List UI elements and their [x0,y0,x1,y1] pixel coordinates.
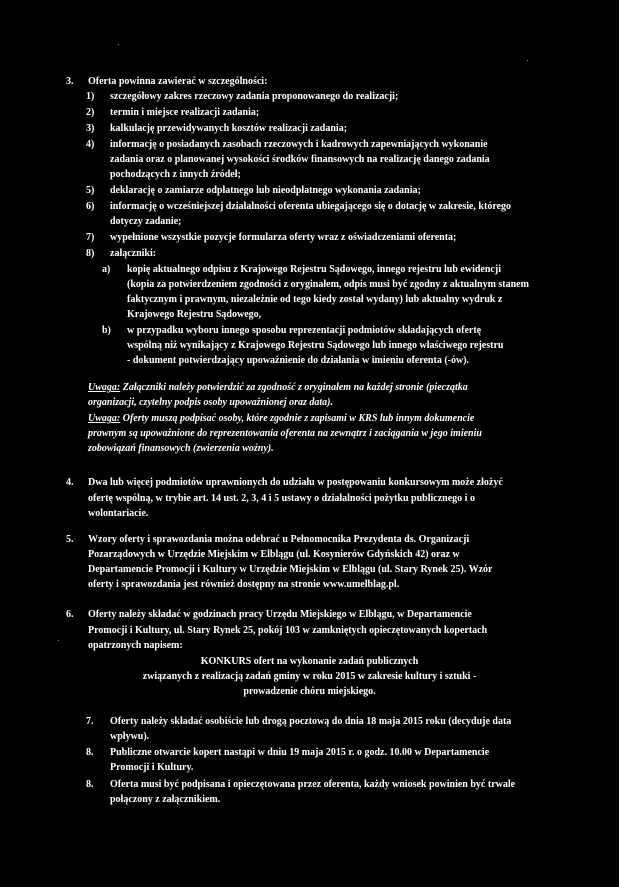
section-4-line-1: Dwa lub więcej podmiotów uprawnionych do udziału w postępowaniu konkursowym może złożyć [88,477,503,488]
sub-a-letter: a) [102,264,111,275]
item-7-text: wypełnione wszystkie pozycje formularza oferty wraz z oświadczeniami oferenta; [110,232,457,243]
item-3-number: 3) [86,123,95,134]
item-1-text: szczegółowy zakres rzeczowy zadania proponowanego do realizacji; [110,91,399,102]
item-3-text: kalkulację przewidywanych kosztów realizacji zadania; [110,123,348,134]
item-1-number: 1) [86,91,95,102]
item-4-line-3: pochodzących z innych źródeł; [110,169,241,180]
item-4-line-1: informację o posiadanych zasobach rzeczowych i kadrowych zapewniających wykonanie [110,139,488,150]
section-5-number: 5. [66,534,74,545]
item-4-line-2: zadania oraz o planowanej wysokości środków finansowych na realizację danego zadania [110,154,490,165]
note-2-line-1 [88,413,474,425]
note-1-label: Uwaga: [88,382,121,393]
sub-b-line-3: - dokument potwierdzający upoważnienie do działania w imieniu oferenta (-ów). [127,355,470,366]
section-5-line-2: Pozarządowych w Urzędzie Miejskim w Elblągu (ul. Kosynierów Gdyńskich 42) oraz w [88,549,460,560]
section-9-number: 8. [86,779,94,790]
section-6-line-2: Promocji i Kultury, ul. Stary Rynek 25, pokój 103 w zamkniętych opieczętowanych kopertach [88,625,488,636]
sub-a-line-2: (kopia za potwierdzeniem zgodności z oryginałem, odpis musi być zgodny z aktualnym stanem [127,279,529,290]
note-1-text: Załączniki należy potwierdzić za zgodność z oryginałem na każdej stronie (pieczątka [120,382,468,393]
note-2-text: Oferty muszą podpisać osoby, które zgodnie z zapisami w KRS lub innym dokumencie [120,413,475,424]
section-4-number: 4. [66,477,74,488]
envelope-label-line-2: związanych z realizacją zadań gminy w roku 2015 w zakresie kultury i sztuki - [142,671,477,682]
sub-a-line-1: kopię aktualnego odpisu z Krajowego Rejestru Sądowego, innego rejestru lub ewidencji [127,264,501,275]
section-4-line-2: ofertę wspólną, w trybie art. 14 ust. 2, 3, 4 i 5 ustawy o działalności pożytku publicznego i o [88,493,475,504]
section-5-line-3: Departamencie Promocji i Kultury w Urzędzie Miejskim w Elblągu (ul. Stary Rynek 25). Wzór [88,564,493,575]
section-4-line-3: wolontariacie. [88,508,149,519]
section-3-number: 3. [66,76,74,87]
sub-b-line-2: wspólną niż wynikający z Krajowego Rejestru Sądowego lub innego właściwego rejestru [127,340,504,351]
scan-speck [58,640,59,641]
item-4-number: 4) [86,139,95,150]
section-5-line-1: Wzory oferty i sprawozdania można odebrać u Pełnomocnika Prezydenta ds. Organizacji [88,534,470,545]
section-3-title: Oferta powinna zawierać w szczególności: [88,76,268,87]
note-2-line-2: prawnym są upoważnione do reprezentowania oferenta na zewnątrz i zaciągania w jego imieniu [88,428,482,439]
section-7-line-1: Oferty należy składać osobiście lub drogą pocztową do dnia 18 maja 2015 roku (decyduje data [110,716,512,727]
sub-b-letter: b) [102,325,111,336]
section-5-line-4: oferty i sprawozdania jest również dostępny na stronie www.umelblag.pl. [88,579,400,590]
section-8-line-1: Publiczne otwarcie kopert nastąpi w dniu 19 maja 2015 r. o godz. 10.00 w Departamencie [110,747,490,758]
envelope-label-line-1: KONKURS ofert na wykonanie zadań publicznych [200,656,419,667]
section-8-number: 8. [86,747,94,758]
section-7-number: 7. [86,716,94,727]
item-5-number: 5) [86,185,95,196]
item-7-number: 7) [86,232,95,243]
section-9-line-2: połączony z załącznikiem. [110,794,221,805]
item-2-number: 2) [86,107,95,118]
item-8-number: 8) [86,248,95,259]
section-6-number: 6. [66,609,74,620]
sub-a-line-4: Krajowego Rejestru Sądowego, [127,309,262,320]
sub-b-line-1: w przypadku wyboru innego sposobu reprezentacji podmiotów składających ofertę [127,325,482,336]
section-6-line-1: Oferty należy składać w godzinach pracy Urzędu Miejskiego w Elblągu, w Departamencie [88,609,472,620]
item-2-text: termin i miejsce realizacji zadania; [110,107,260,118]
item-8-text: załączniki: [110,248,157,259]
item-6-line-1: informację o wcześniejszej działalności oferenta ubiegającego się o dotację w zakresie, którego [110,201,512,212]
item-6-number: 6) [86,201,95,212]
envelope-label-line-3: prowadzenie chóru miejskiego. [243,686,376,697]
section-9-line-1: Oferta musi być podpisana i opieczętowana przez oferenta, każdy wniosek powinien być trwale [110,779,516,790]
scan-speck [527,60,528,61]
note-1-line-1 [88,382,468,394]
section-7-line-2: wpływu). [110,731,150,742]
section-8-line-2: Promocji i Kultury. [110,762,194,773]
sub-a-line-3: faktycznym i prawnym, niezależnie od tego kiedy został wydany) lub aktualny wydruk z [127,294,503,305]
section-6-line-3: opatrzonych napisem: [88,640,183,651]
note-1-line-2: organizacji, czytelny podpis osoby upoważnionej oraz data). [88,397,334,408]
item-6-line-2: dotyczy zadanie; [110,216,182,227]
item-5-text: deklarację o zamiarze odpłatnego lub nieodpłatnego wykonania zadania; [110,185,421,196]
scan-speck [118,44,119,45]
note-2-label: Uwaga: [88,413,121,424]
note-2-line-3: zobowiązań finansowych (zwierzenia woźny). [88,443,274,454]
